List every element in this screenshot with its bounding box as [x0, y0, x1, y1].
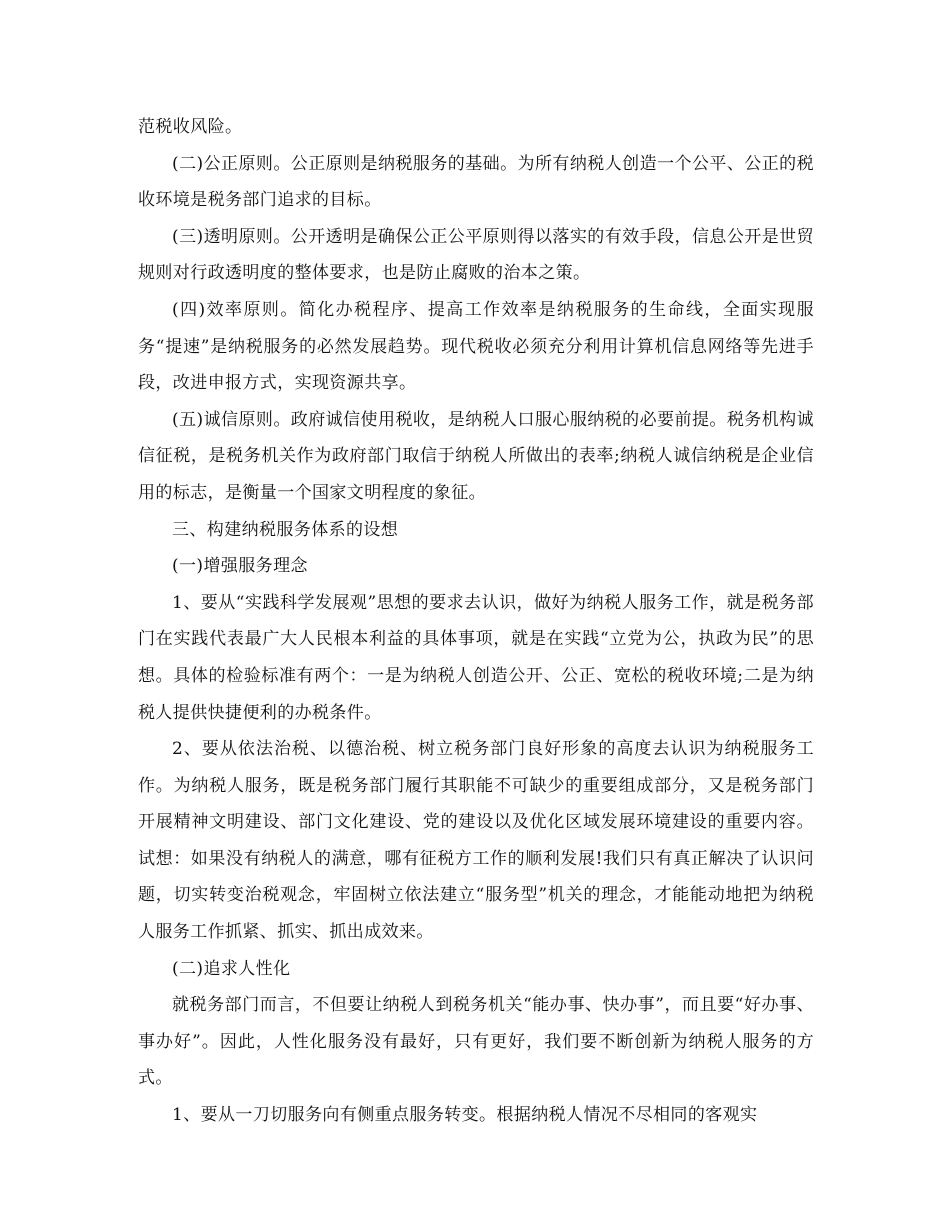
paragraph-efficiency-principle: (四)效率原则。简化办税程序、提高工作效率是纳税服务的生命线，全面实现服务“提速”是纳税服务的必然发展趋势。现代税收必须充分利用计算机信息网络等先进手段，改进申报方式，实现资源共享。	[138, 299, 814, 394]
subsection-heading-service-concept: (一)增强服务理念	[172, 556, 308, 577]
paragraph-point-1: 1、要从“实践科学发展观”思想的要求去认识，做好为纳税人服务工作，就是税务部门在实践代表最广大人民根本利益的具体事项，就是在实践“立党为公，执政为民”的思想。具体的检验标准有两个：一是为纳税人创造公开、公正、宽松的税收环境;二是为纳税人提供快捷便利的办税条件。	[138, 592, 814, 723]
subsection-heading-humanization: (二)追求人性化	[172, 958, 291, 979]
paragraph-humanization-point-1: 1、要从一刀切服务向有侧重点服务转变。根据纳税人情况不尽相同的客观实	[172, 1105, 758, 1126]
paragraph-continuation: 范税收风险。	[138, 117, 243, 137]
section-heading: 三、构建纳税服务体系的设想	[172, 519, 399, 540]
paragraph-transparency-principle: (三)透明原则。公开透明是确保公正公平原则得以落实的有效手段，信息公开是世贸规则对行政透明度的整体要求，也是防止腐败的治本之策。	[138, 226, 814, 284]
paragraph-humanization-intro: 就税务部门而言，不但要让纳税人到税务机关“能办事、快办事”，而且要“好办事、事办好”。因此，人性化服务没有最好，只有更好，我们要不断创新为纳税人服务的方式。	[138, 995, 814, 1089]
paragraph-fairness-principle: (二)公正原则。公正原则是纳税服务的基础。为所有纳税人创造一个公平、公正的税收环境是税务部门追求的目标。	[138, 153, 814, 211]
paragraph-integrity-principle: (五)诚信原则。政府诚信使用税收，是纳税人口服心服纳税的必要前提。税务机构诚信征税，是税务机关作为政府部门取信于纳税人所做出的表率;纳税人诚信纳税是企业信用的标志，是衡量一个国家文明程度的象征。	[138, 409, 814, 503]
paragraph-point-2: 2、要从依法治税、以德治税、树立税务部门良好形象的高度去认识为纳税服务工作。为纳税人服务，既是税务部门履行其职能不可缺少的重要组成部分，又是税务部门开展精神文明建设、部门文化建设、党的建设以及优化区域发展环境建设的重要内容。试想：如果没有纳税人的满意，哪有征税方工作的顺利发展!我们只有真正解决了认识问题，切实转变治税观念，牢固树立依法建立“服务型”机关的理念，才能能动地把为纳税人服务工作抓紧、抓实、抓出成效来。	[138, 739, 814, 943]
